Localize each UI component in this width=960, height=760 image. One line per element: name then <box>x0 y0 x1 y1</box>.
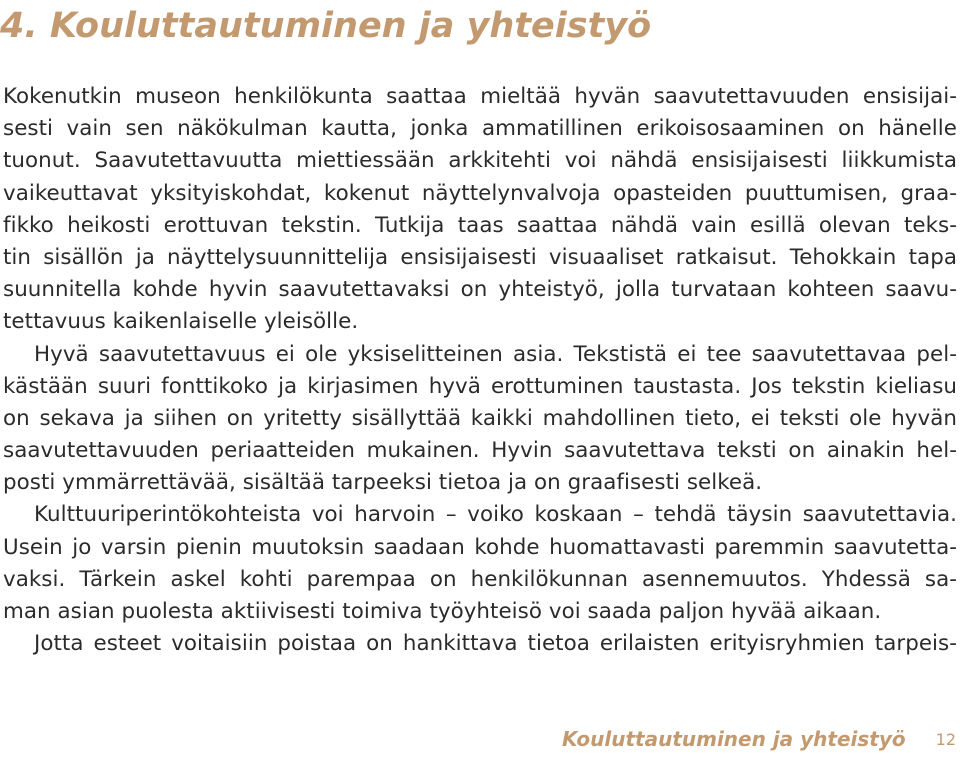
text-line: Jotta esteet voitaisiin poistaa on hankittava tietoa erilaisten erityisryhmien tarpeis- <box>34 631 957 657</box>
text-line: tuonut. Saavutettavuutta miettiessään arkkitehti voi nähdä ensisijaisesti liikkumista <box>3 148 957 174</box>
text-line: tettavuus kaikenlaiselle yleisölle. <box>3 309 359 335</box>
page-number: 12 <box>935 729 956 749</box>
text-line: on sekava ja siihen on yritetty sisällyttää kaikki mahdollinen tieto, ei teksti ole hyvän <box>3 405 957 431</box>
text-line: suunnitella kohde hyvin saavutettavaksi on yhteistyö, jolla turvataan kohteen saavu- <box>3 277 957 303</box>
text-line: tin sisällön ja näyttelysuunnittelija ensisijaisesti visuaaliset ratkaisut. Tehokkain tapa <box>3 244 957 270</box>
text-line: posti ymmärrettävää, sisältää tarpeeksi tietoa ja on graafisesti selkeä. <box>3 470 763 496</box>
body-text <box>3 81 957 660</box>
text-line: vaikeuttavat yksityiskohdat, kokenut näyttelynvalvoja opasteiden puuttumisen, graa- <box>3 180 957 206</box>
page-footer <box>561 722 956 756</box>
text-line: Hyvä saavutettavuus ei ole yksiselitteinen asia. Tekstistä ei tee saavutettavaa pel- <box>34 341 957 367</box>
text-line: sesti vain sen näkökulman kautta, jonka ammatillinen erikoisosaaminen on hänelle <box>3 116 957 142</box>
text-line: man asian puolesta aktiivisesti toimiva työyhteisö voi saada paljon hyvää aikaan. <box>3 599 882 624</box>
text-line: kästään suuri fonttikoko ja kirjasimen hyvä erottuminen taustasta. Jos tekstin kieliasu <box>3 373 957 399</box>
text-line: Usein jo varsin pienin muutoksin saadaan kohde huomattavasti paremmin saavutetta- <box>3 534 957 560</box>
text-line: saavutettavuuden periaatteiden mukainen. Hyvin saavutettava teksti on ainakin hel- <box>3 438 957 464</box>
text-line: fikko heikosti erottuvan tekstin. Tutkija taas saattaa nähdä vain esillä olevan teks- <box>3 212 957 238</box>
footer-title: Kouluttautuminen ja yhteistyö <box>561 727 906 751</box>
section-heading: 4. Kouluttautuminen ja yhteistyö <box>0 6 652 46</box>
text-line: Kokenutkin museon henkilökunta saattaa mieltää hyvän saavutettavuuden ensisijai- <box>3 84 957 109</box>
text-line: Kulttuuriperintökohteista voi harvoin – voiko koskaan – tehdä täysin saavutettavia. <box>34 502 957 528</box>
text-line: vaksi. Tärkein askel kohti parempaa on henkilökunnan asennemuutos. Yhdessä sa- <box>3 566 957 592</box>
